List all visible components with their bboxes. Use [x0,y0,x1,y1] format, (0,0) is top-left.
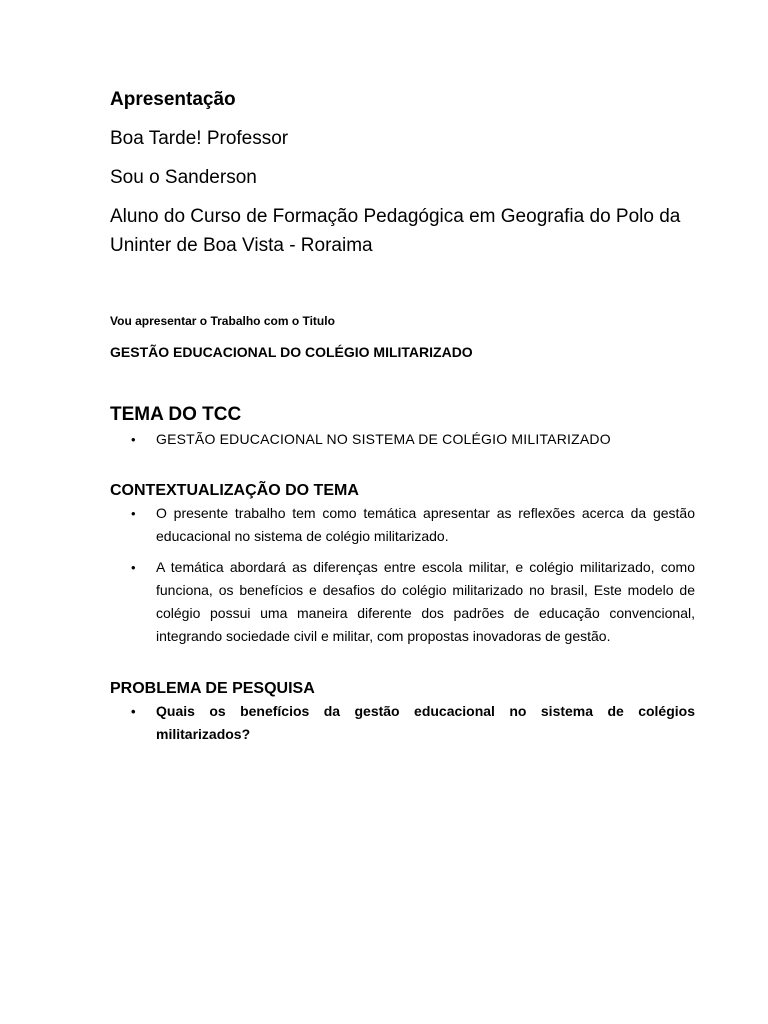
greeting-line: Boa Tarde! Professor [110,128,289,149]
bullet-icon: • [131,506,136,521]
tema-list [110,428,695,451]
list-item [110,428,695,451]
presentation-title: Apresentação [110,89,236,110]
contextualizacao-list [110,502,695,648]
list-item [110,700,695,746]
bullet-icon: • [131,432,136,447]
list-item-text: Quais os benefícios da gestão educacional no sistema de colégios militarizados? [156,703,695,742]
problema-heading: PROBLEMA DE PESQUISA [110,680,315,697]
list-item [110,556,695,648]
problema-list [110,700,695,746]
course-line: Aluno do Curso de Formação Pedagógica em Geografia do Polo da Uninter de Boa Vista - Roraima [110,206,681,256]
list-item [110,502,695,548]
work-intro: Vou apresentar o Trabalho com o Titulo [110,314,335,328]
bullet-icon: • [131,560,136,575]
list-item-text: GESTÃO EDUCACIONAL NO SISTEMA DE COLÉGIO MILITARIZADO [156,431,611,447]
list-item-text: O presente trabalho tem como temática apresentar as reflexões acerca da gestão educacional no sistema de colégio militarizado. [156,505,695,544]
contextualizacao-heading: CONTEXTUALIZAÇÃO DO TEMA [110,482,359,499]
tema-heading: TEMA DO TCC [110,404,242,425]
work-title: GESTÃO EDUCACIONAL DO COLÉGIO MILITARIZADO [110,344,473,360]
list-item-text: A temática abordará as diferenças entre escola militar, e colégio militarizado, como funciona, os benefícios e desafios do colégio militarizado no brasil, Este modelo de colégio possui uma maneira diferente dos padrões de educação convencional, integrando sociedade civil e militar, com propostas inovadoras de gestão. [156,559,695,644]
name-line: Sou o Sanderson [110,167,257,188]
document-content [110,86,695,746]
bullet-icon: • [131,704,136,719]
